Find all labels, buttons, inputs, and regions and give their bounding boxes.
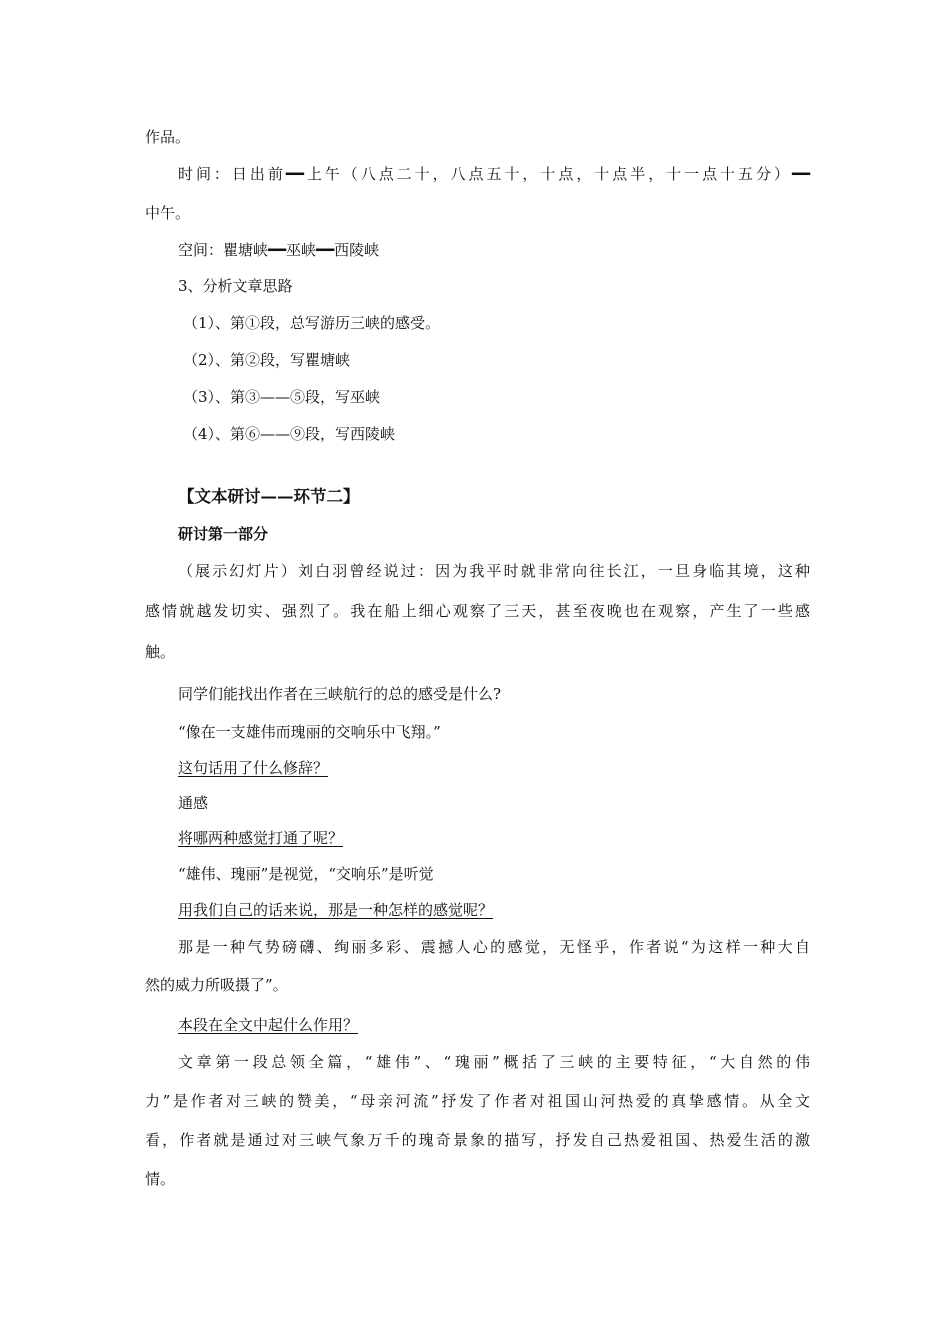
question-5-wrap [178, 1015, 810, 1035]
answer-2: 通感 [178, 794, 209, 812]
paragraph-time-line-1: 时间：日出前━━上午（八点二十，八点五十，十点，十点半，十一点十五分）━━ [178, 165, 810, 183]
outline-item-2: （2）、第②段，写瞿塘峡 [183, 351, 351, 369]
slide-quote-line-1: （展示幻灯片）刘白羽曾经说过：因为我平时就非常向往长江，一旦身临其境，这种 [178, 562, 810, 580]
question-5: 本段在全文中起什么作用？ [178, 1016, 359, 1034]
slide-quote-line-2: 感情就越发切实、强烈了。我在船上细心观察了三天，甚至夜晚也在观察，产生了一些感 [145, 602, 810, 620]
outline-item-3: （3）、第③——⑤段，写巫峡 [183, 388, 381, 406]
subsection-title: 研讨第一部分 [178, 525, 269, 543]
question-3: 将哪两种感觉打通了呢？ [178, 829, 344, 847]
answer-5-line-2: 力”是作者对三峡的赞美，“母亲河流”抒发了作者对祖国山河热爱的真挚感情。从全文 [145, 1092, 810, 1110]
outline-item-1: （1）、第①段，总写游历三峡的感受。 [183, 314, 441, 332]
question-1: 同学们能找出作者在三峡航行的总的感受是什么? [178, 685, 502, 703]
answer-4-line-1: 那是一种气势磅礴、绚丽多彩、震撼人心的感觉，无怪乎，作者说“为这样一种大自 [178, 938, 810, 956]
answer-5-line-4: 情。 [145, 1170, 176, 1188]
question-3-wrap [178, 828, 810, 848]
answer-4-line-2: 然的威力所吸摄了”。 [145, 976, 288, 994]
question-2: 这句话用了什么修辞？ [178, 759, 329, 777]
answer-5-line-1: 文章第一段总领全篇，“雄伟”、“瑰丽”概括了三峡的主要特征，“大自然的伟 [178, 1053, 810, 1071]
slide-quote-line-3: 触。 [145, 643, 176, 661]
answer-1: “像在一支雄伟而瑰丽的交响乐中飞翔。” [178, 723, 441, 741]
question-4: 用我们自己的话来说，那是一种怎样的感觉呢？ [178, 901, 494, 919]
paragraph-zuopin: 作品。 [145, 128, 191, 146]
paragraph-space: 空间：瞿塘峡━━巫峡━━西陵峡 [178, 241, 380, 259]
section-title: 【文本研讨——环节二】 [178, 487, 360, 506]
question-4-wrap [178, 900, 810, 920]
step-3-heading: 3、分析文章思路 [178, 277, 293, 295]
outline-item-4: （4）、第⑥——⑨段，写西陵峡 [183, 425, 396, 443]
answer-3: “雄伟、瑰丽”是视觉，“交响乐”是听觉 [178, 865, 434, 883]
paragraph-time-line-2: 中午。 [145, 204, 191, 222]
question-2-wrap [178, 758, 810, 778]
answer-5-line-3: 看，作者就是通过对三峡气象万千的瑰奇景象的描写，抒发自己热爱祖国、热爱生活的激 [145, 1131, 810, 1149]
